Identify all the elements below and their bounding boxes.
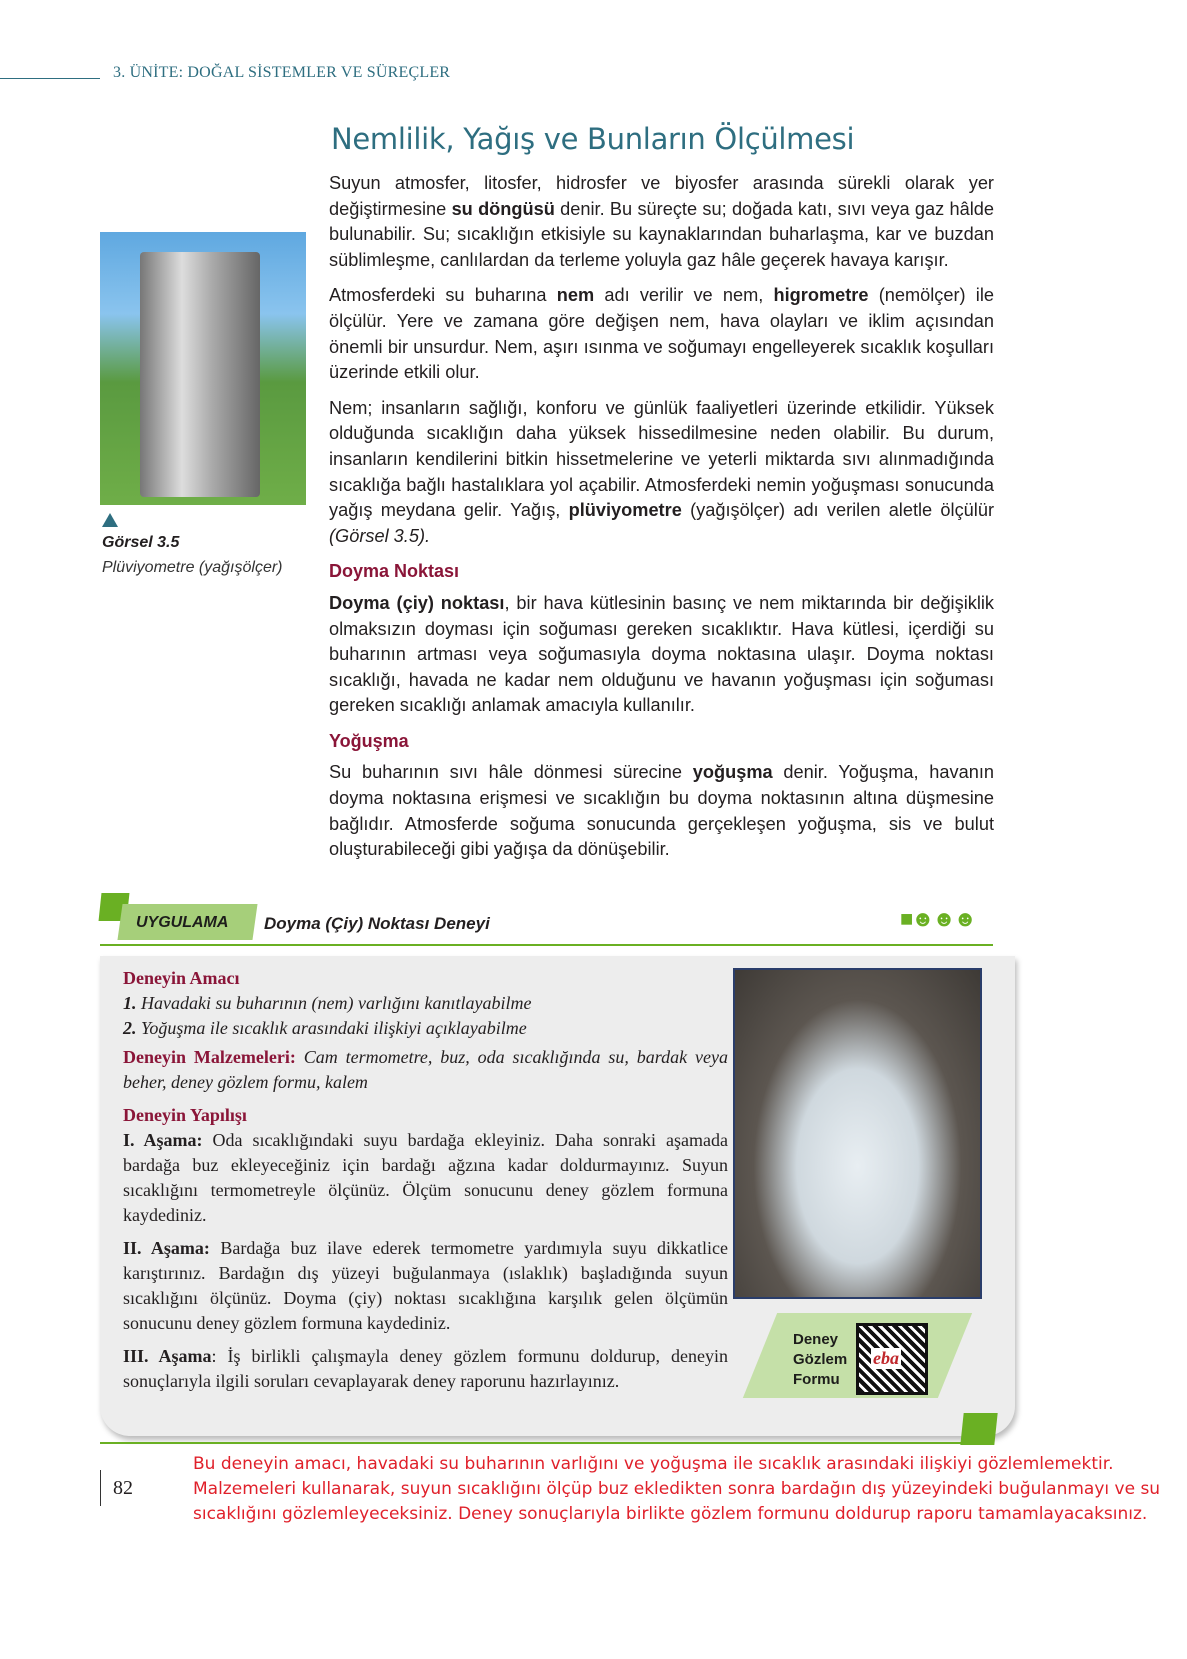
figure-caption: Plüviyometre (yağışölçer) [102, 559, 283, 576]
triangle-marker-icon [102, 513, 118, 527]
paragraph [329, 171, 994, 273]
experiment-text [123, 964, 728, 1402]
aim-item: 2. Yoğuşma ile sıcaklık arasındaki ilişkiyi açıklayabilme [123, 1018, 527, 1038]
page-title: Nemlilik, Yağış ve Bunların Ölçülmesi [331, 122, 855, 156]
activity-rule [100, 944, 993, 946]
paragraph [329, 283, 994, 385]
paragraph [329, 591, 994, 719]
term: su döngüsü [451, 198, 555, 219]
term: higrometre [773, 285, 869, 306]
page-number: 82 [113, 1477, 133, 1499]
term: Doyma (çiy) noktası [329, 592, 505, 613]
rain-gauge [140, 252, 260, 497]
term: nem [556, 285, 595, 306]
text: , bir hava kütlesinin basınç ve nem miktarında bir değişiklik olmaksızın doyması için soğuması gereken sıcaklıktır. Hava kütlesi, içerdiği su buharının artması veya soğumasıyla doyma noktasına ulaşır. Doyma noktası sıcaklığı, havada ne kadar nem olduğunu ve havanın yoğuşması için soğuması gereken sıcaklığı anlamak amacıyla kullanılır. [329, 592, 995, 716]
text: adı verilir ve nem, [594, 285, 774, 306]
activity-bottom-rule [100, 1442, 993, 1444]
text: (nemölçer) ile ölçülür. Yere ve zamana göre değişen nem, hava olayları ve iklim açısından önemli bir unsurdur. Nem, aşırı ısınma ve soğumayı engelleyerek sıcaklık koşulları üzerinde etkili olur. [329, 285, 995, 383]
step: I. Aşama: Oda sıcaklığındaki suyu bardağa ekleyiniz. Daha sonraki aşamada bardağa buz ekleyeceğiniz için bardağı ağzına kadar doldurmayınız. Suyun sıcaklığını termometreyle ölçünüz. Ölçüm sonucunu deney gözlem formuna kaydediniz. [123, 1130, 728, 1225]
section-heading: Doyma Noktası [329, 561, 460, 582]
rain-gauge-photo [100, 232, 306, 505]
group-work-icon: ■☻☻☻ [900, 906, 975, 931]
text: denir. Yoğuşma, havanın doyma noktasına erişmesi ve sıcaklığın bu doyma noktasının altına düşmesine bağlıdır. Atmosferde soğuma sonucunda gerçekleşen yoğuşma, sis ve bulut oluşturabileceği gibi yağışa da dönüşebilir. [329, 762, 994, 860]
beaker-photo [733, 968, 982, 1299]
body-text [329, 171, 994, 873]
activity-tag: UYGULAMA [136, 914, 229, 931]
aim-heading: Deneyin Amacı [123, 968, 240, 988]
qr-label: Deney Gözlem Formu [793, 1331, 848, 1388]
step: III. Aşama: İş birlikli çalışmayla deney gözlem formunu doldurup, deneyin sonuçlarıyla ilgili soruları cevaplayarak deney raporunu hazırlayınız. [123, 1346, 728, 1391]
term: plüviyometre [568, 500, 682, 521]
eba-logo: eba [873, 1348, 899, 1368]
text: Atmosferdeki su buharına [329, 285, 557, 306]
figure-ref: (Görsel 3.5). [329, 525, 431, 546]
accent-square [960, 1413, 997, 1445]
section-heading: Yoğuşma [329, 730, 409, 751]
figure-label: Görsel 3.5 [102, 534, 180, 551]
qr-code-icon[interactable] [856, 1323, 928, 1395]
paragraph [329, 760, 994, 862]
unit-header: 3. ÜNİTE: DOĞAL SİSTEMLER VE SÜREÇLER [113, 64, 451, 81]
text: Su buharının sıvı hâle dönmesi sürecine [329, 762, 693, 783]
text: denir. Bu süreçte su; doğada katı, sıvı veya gaz hâlde bulunabilir. Su; sıcaklığın etkisiyle su kaynaklarından buharlaşma, kar ve buzdan süblimleşme, canlılardan da terleme yoluyla gaz hâle geçerek havaya karışır. [329, 198, 994, 270]
annotation-note: Bu deneyin amacı, havadaki su buharının varlığını ve yoğuşma ile sıcaklık arasındaki ilişkiyi gözlemlemektir. Malzemeleri kullanarak, suyun sıcaklığını ölçüp buz ekledikten sonra bardağın dış yüzeyindeki buğulanmayı ve su sıcaklığını gözlemleyeceksiniz. Deney sonuçlarıyla birlikte gözlem formunu doldurup raporu tamamlayacaksınız. [193, 1454, 1161, 1524]
text: (yağışölçer) adı verilen aletle ölçülür [681, 500, 994, 521]
method-heading: Deneyin Yapılışı [123, 1105, 247, 1125]
page-number-bar [100, 1470, 101, 1506]
header-rule [0, 78, 100, 79]
paragraph [329, 396, 994, 550]
text: Suyun atmosfer, litosfer, hidrosfer ve biyosfer arasında sürekli olarak yer değiştirmesine [329, 173, 994, 219]
aim-item: 1. Havadaki su buharının (nem) varlığını kanıtlayabilme [123, 993, 532, 1013]
step: II. Aşama: Bardağa buz ilave ederek termometre yardımıyla suyu dikkatlice karıştırınız. Bardağın dış yüzeyi buğulanmaya (ıslaklık) başladığında suyun sıcaklığını ölçünüz. Doyma (çiy) noktası sıcaklığına karşılık gelen ölçümün sonucunu deney gözlem formuna kaydediniz. [123, 1238, 728, 1333]
text: Nem; insanların sağlığı, konforu ve günlük faaliyetleri üzerinde etkilidir. Yüksek olduğunda sıcaklığın daha yüksek hissedilmesine neden olabilir. Bu durum, insanların kendilerini bitkin hissetmelerine ve yeterli miktarda sıvı alınmadığında sıcaklığa bağlı hastalıklara yol açabilir. Atmosferdeki nemin yoğuşması sonucunda yağış meydana gelir. Yağış, [329, 397, 994, 521]
term: yoğuşma [692, 762, 773, 783]
materials: Deneyin Malzemeleri: Cam termometre, buz, oda sıcaklığında su, bardak veya beher, deney gözlem formu, kalem [123, 1047, 728, 1092]
activity-title: Doyma (Çiy) Noktası Deneyi [264, 914, 490, 933]
